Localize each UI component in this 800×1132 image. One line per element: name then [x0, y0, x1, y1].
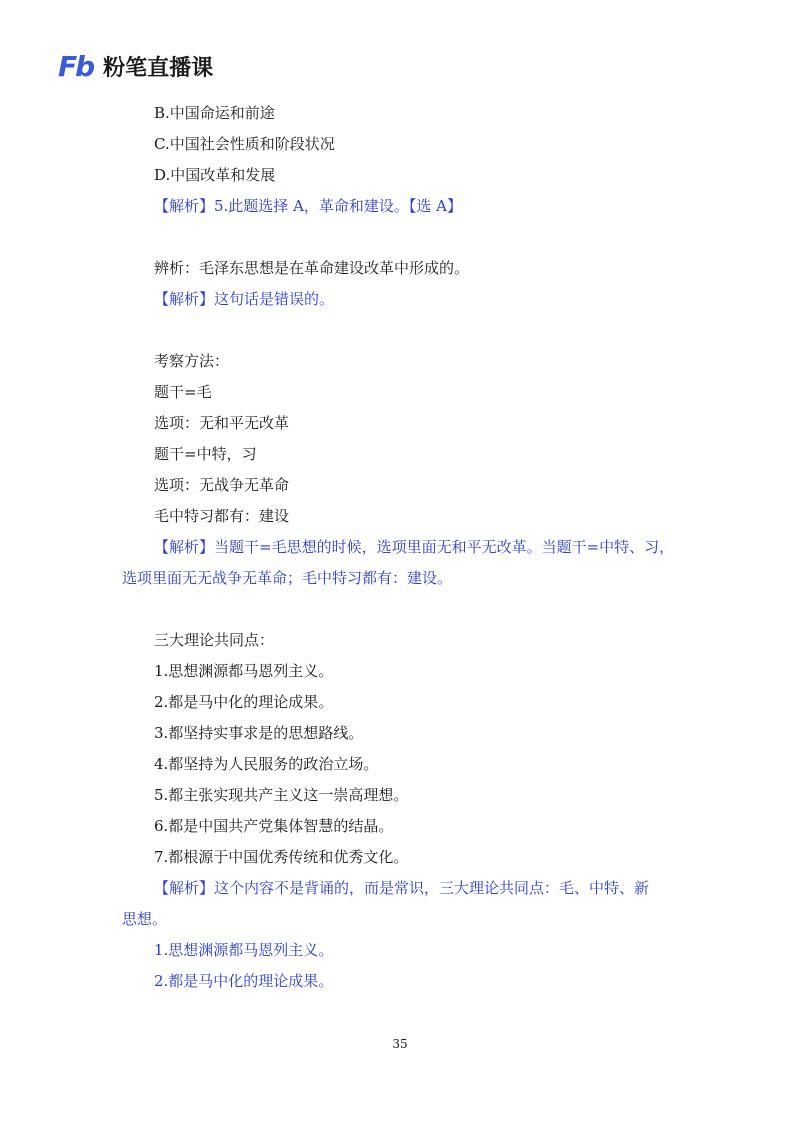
analysis-discrimination: 【解析】这句话是错误的。	[154, 290, 335, 308]
theories-heading: 三大理论共同点：	[154, 631, 275, 649]
list-item: 3.都坚持实事求是的思想路线。	[154, 724, 364, 742]
brand-name: 粉笔直播课	[103, 56, 214, 81]
method-heading: 考察方法：	[154, 352, 230, 370]
list-item: 2.都是马中化的理论成果。	[154, 693, 334, 711]
page-number: 35	[392, 1037, 408, 1051]
method-line: 题干=毛	[154, 383, 212, 401]
spacer	[122, 315, 702, 346]
list-item: 5.都主张实现共产主义这一崇高理想。	[154, 786, 409, 804]
list-item: 1.思想渊源都马恩列主义。	[154, 662, 334, 680]
list-item-highlight: 2.都是马中化的理论成果。	[154, 972, 334, 990]
analysis-method: 【解析】当题干=毛思想的时候，选项里面无和平无改革。当题干=中特、习，	[154, 538, 675, 556]
method-line: 题干=中特，习	[154, 445, 257, 463]
list-item: 6.都是中国共产党集体智慧的结晶。	[154, 817, 394, 835]
discrimination-question: 辨析：毛泽东思想是在革命建设改革中形成的。	[154, 259, 470, 277]
fenbi-logo-icon: Fb	[58, 50, 94, 83]
method-line: 毛中特习都有：建设	[154, 507, 290, 525]
spacer	[122, 222, 702, 253]
spacer	[122, 594, 702, 625]
option-c: C.中国社会性质和阶段状况	[154, 135, 335, 153]
analysis-answer: 【解析】5.此题选择 A，革命和建设。【选 A】	[154, 197, 463, 215]
method-line: 选项：无和平无改革	[154, 414, 290, 432]
analysis-theories-cont: 思想。	[122, 910, 168, 928]
analysis-method-cont: 选项里面无无战争无革命；毛中特习都有：建设。	[122, 569, 453, 587]
list-item: 4.都坚持为人民服务的政治立场。	[154, 755, 379, 773]
analysis-theories: 【解析】这个内容不是背诵的，而是常识，三大理论共同点：毛、中特、新	[154, 879, 650, 897]
option-b: B.中国命运和前途	[154, 104, 275, 122]
list-item: 7.都根源于中国优秀传统和优秀文化。	[154, 848, 409, 866]
option-d: D.中国改革和发展	[154, 166, 276, 184]
method-line: 选项：无战争无革命	[154, 476, 290, 494]
document-body	[122, 98, 702, 997]
list-item-highlight: 1.思想渊源都马恩列主义。	[154, 941, 334, 959]
brand-header	[58, 50, 213, 83]
